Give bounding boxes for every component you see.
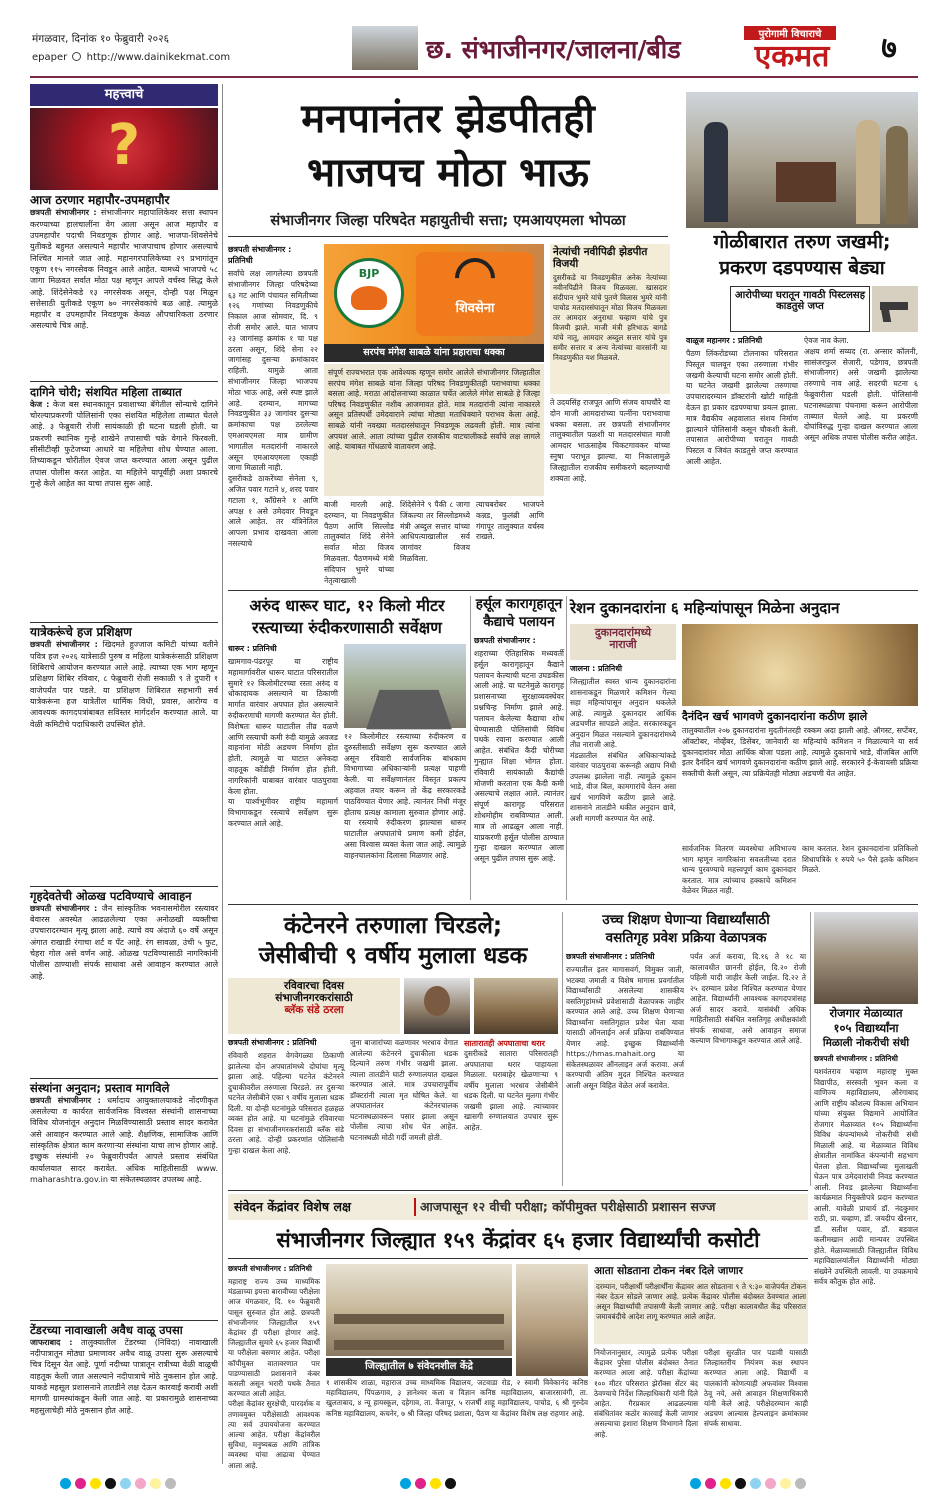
color-swatch	[445, 1478, 456, 1489]
exam-photo-caption-text: जिल्ह्यातील ७ संवेदनशील केंद्रे	[365, 1361, 473, 1372]
ration-caption-text: तालुक्यातील २०७ दुकानदारांना मुदतीनंतरही रक्कम अदा झाली आहे. ऑगस्ट, सप्टेंबर, ऑक्टोबर, नोव्हेंबर, डिसेंबर, जानेवारी या महिन्यांचे कमिशन न मिळाल्याने या सर्व दुकानदारांवर मोठा आर्थिक बोजा पडला आहे. त्यामुळे दुकानाचे भाडे, वीजबिल आणि इतर दैनंदिन खर्च भागवणे दुकानदारांना कठीण झाले आहे. सरकारने ई-केवायसी प्रक्रिया सक्तीची केली असून, त्या प्रक्रियेतही मोठ्या अडचणी येत आहेत.	[682, 726, 918, 779]
ration-col-2	[682, 844, 796, 900]
paper-logo: एकमत	[754, 39, 830, 74]
story-2-body	[30, 399, 218, 489]
issue-date: मंगळवार, दिनांक १० फेब्रुवारी २०२६	[32, 33, 170, 45]
story-6-body	[30, 1337, 218, 1416]
person-figure	[886, 126, 908, 224]
hostel-byline: छत्रपती संभाजीनगर : प्रतिनिधी	[566, 952, 655, 961]
leader-win-text-2: ते उदयसिंह राजपूत आणि संजय वाघचौरे या दोन माजी आमदारांच्या पत्नींना पराभवाचा धक्का बसला. तर छत्रपती संभाजीनगर तालुक्यातील पळशी या मतदारसंघात माजी आमदार भाऊसाहेब चिकटगावकर यांच्या स्नुषा पराभूत झाल्या. या निकालामुळे जिल्ह्यातील राजकीय समीकरणे बदलण्याची शक्यता आहे.	[550, 398, 670, 483]
lead-party-photo	[324, 244, 544, 344]
story-6-text: तालुक्यातील टेंडरच्या (निविदा) नावाखाली नदीपात्रातून मोठ्या प्रमाणावर अवैध वाळू उपसा सुरू असल्याचे चित्र दिसून येत आहे. पूर्णा नदीच्या पात्रातून रात्रीच्या वेळी वाळूची वाहतूक केली जात असल्याने नदीपात्राचे मोठे नुकसान होत आहे. याकडे महसूल प्रशासनाने तातडीने लक्ष देऊन कारवाई करावी अशी मागणी ग्रामस्थांकडून केली जात आहे. या प्रकारामुळे शासनाच्या महसुलाचेही मोठे नुकसान होत आहे.	[30, 1337, 218, 1415]
sidebar-story-2	[30, 386, 218, 618]
prisoner-byline: छत्रपती संभाजीनगर :	[474, 636, 536, 645]
color-swatch	[90, 1478, 101, 1489]
sidebar-story-3	[30, 626, 218, 884]
epaper-text: epaper	[32, 52, 68, 63]
row-divider-1	[228, 590, 918, 591]
road-headline-1: अरुंद धारूर घाट, १२ किलो मीटर	[249, 596, 445, 615]
ghat-road-photo	[344, 644, 466, 728]
color-swatch	[705, 1478, 716, 1489]
ration-caption: दैनंदिन खर्च भागवणे दुकानदारांना कठीण झाले	[682, 710, 868, 723]
shivsena-bow-icon	[416, 252, 534, 336]
job-fair-photo	[814, 912, 918, 1004]
sidebar-story-5	[30, 1082, 218, 1318]
hostel-headline-2: वसतिगृह प्रवेश प्रक्रिया वेळापत्रक	[605, 930, 767, 946]
color-swatch	[430, 1478, 441, 1489]
accident-col-1-text: रविवारी शहरात वेगवेगळ्या ठिकाणी झालेल्या दोन अपघातांमध्ये दोघांचा मृत्यू झाला आहे. पहिल्या घटनेत कंटेनरने दुचाकीवरील तरुणाला चिरडले. तर दुसऱ्या घटनेत जेसीबीने एका ९ वर्षीय मुलाला धडक दिली. या दोन्ही घटनांमुळे परिसरात हळहळ व्यक्त होत आहे. या घटनांमुळे रविवारचा दिवस हा संभाजीनगरकरांसाठी ब्लॅक संडे ठरला आहे. दोन्ही प्रकरणांत पोलिसांनी गुन्हा दाखल केला आहे.	[228, 1051, 344, 1155]
accident-headline-2: जेसीबीची ९ वर्षीय मुलाला धडक	[258, 943, 528, 969]
row-divider-2	[228, 904, 918, 905]
color-swatch	[150, 1478, 161, 1489]
sidebar-header	[30, 84, 218, 106]
shooting-col-2-text: ऐवज नाव केला. अक्षय शर्मा सय्यद (रा. अन्सार कॉलनी, सासंजरफुल सेजारी, पडेगाव, छत्रपती संभाजीनगर) असे जखमी झालेल्या तरुणाचे नाव आहे. सदरची घटना ६ फेब्रुवारीला घडली होती. पोलिसांनी घटनास्थळाचा पंचनामा करून आरोपीला ताब्यात घेतले आहे. या प्रकरणी दोघांविरुद्ध गुन्हा दाखल करण्यात आला असून अधिक तपास पोलीस करीत आहेत.	[804, 336, 918, 443]
road-col-1	[228, 644, 338, 900]
jobs-headline-3: मिळाली नोकरीची संधी	[822, 1037, 910, 1049]
police-table	[776, 162, 836, 202]
accident-subtitle: सातारातही अपघाताचा थरार	[464, 1039, 545, 1048]
ration-byline: जालना : प्रतिनिधी	[570, 664, 623, 673]
sidebar-column	[30, 84, 218, 1464]
lead-inset-text: संपूर्ण राज्यभरात एक आवेश्यक म्हणून समोर आलेले संभाजीनगर जिल्हातील सरपंच मंगेश साबळे यांना जिल्हा परिषद निवडणुकीतही पराभवाचा धक्का बसला आहे. मराठा आंदोलनाच्या काळात चर्चेत आलेले मंगेश साबळे हे जिल्हा परिषद निवडणुकीत नशीब आजमावत होते. मात्र मतदारांनी त्यांना नाकारले असून प्रतिस्पर्धी उमेदवाराने त्यांचा मोठ्या मताधिक्याने पराभव केला आहे. साबळे यांनी नवख्या मतदारसंघातून निवडणूक लढवली होती. मात्र त्यांना अपयश आले. आता त्यांच्या पुढील राजकीय वाटचालीकडे सर्वांचे लक्ष लागले आहे. याबाबत गोंधळाचे वातावरण आहे.	[328, 368, 540, 452]
lead-col-1	[228, 244, 318, 584]
sidebar-header-label: महत्त्वाचे	[104, 87, 144, 102]
lead-photo-caption-text: सरपंच मंगेश साबळे यांना प्रहाराचा धक्का	[363, 347, 505, 358]
hostel-col-1	[566, 952, 684, 1186]
accident-col-3	[464, 1038, 558, 1186]
lead-col-4	[476, 500, 544, 586]
ration-col-3-text: काम करतात. रेशन दुकानदारांना प्रतिकिलो शिधापत्रिके १ रुपये ५० पैसे इतके कमिशन मिळते.	[802, 844, 918, 874]
lotus-shape	[351, 286, 387, 310]
road-col-1-text: खामगाव-पंढरपूर या राष्ट्रीय महामार्गावरील धारूर घाटात परिसरातील सुमारे १२ किलोमीटरच्या रस्ता अरुंद व धोकादायक असल्याने या ठिकाणी मार्गात वारंवार अपघात होत असल्याने रुंदीकरणाची मागणी करण्यात येत होती. विशेषतः धारूर घाटातील तीव्र वळणे आणि रस्त्याची कमी रुंदी यामुळे अवजड वाहनांना मोठी अडचण निर्माण होत होती. त्यामुळे या घाटात अनेकदा वाहतूक कोंडीही निर्माण होत होती. नागरिकांनी याबाबत वारंवार पाठपुरावा केला होता. या पार्श्वभूमीवर राष्ट्रीय महामार्ग विभागाकडून रस्त्याचे सर्वेक्षण सुरू करण्यात आले आहे.	[228, 657, 338, 828]
story-4-body	[30, 903, 218, 982]
story-3-body	[30, 639, 218, 729]
story-1-text: संभाजीनगर महापालिकेवर सत्ता स्थापन करण्याच्या हालचालींना वेग आला असून आज महापौर व उपमहापौर पदाची निवडणूक होणार आहे. भाजपा-शिवसेनेचे युतीकडे बहुमत असल्याने महापौर भाजपाचाच होणार असल्याचे निश्चित मानले जात आहे. महानगरपालिकेच्या २९ प्रभागांतून एकूण ११५ नगरसेवक निवडून आले आहेत. यामध्ये भाजपचे ५८ जागा मिळवत सर्वात मोठा पक्ष म्हणून आपले वर्चस्व सिद्ध केले आहे. शिंदेसेनेकडे १३ नगरसेवक असून, दोन्ही पक्ष मिळून सत्तेसाठी युतीकडे एकूण ७० नगरसेवकांचे बळ आहे. त्यामुळे महापौर व उपमहापौर निवडणूक केवळ औपचारिकता ठरणार असल्याचे चित्र आहे.	[30, 208, 218, 331]
exam-band-left: संवेदन केंद्रांवर विशेष लक्ष	[234, 1199, 351, 1214]
globe-icon	[72, 52, 81, 61]
shivsena-label: शिवसेना	[455, 301, 495, 316]
hostel-headline-1: उच्च शिक्षण घेणाऱ्या विद्यार्थ्यांसाठी	[602, 912, 770, 928]
story-4-title: गृहदेवतेची ओळख पटविण्याचे आवाहन	[30, 889, 192, 903]
jobs-headline-1: रोजगार मेळाव्यात	[829, 1006, 903, 1020]
story-6-byline: जाफराबाद :	[30, 1337, 73, 1347]
ration-sidetitle-2: नाराजी	[609, 638, 637, 652]
masthead-tagline: पुरोगामी विचाराचे	[744, 26, 836, 40]
color-swatch	[415, 1478, 426, 1489]
accident-scene-photo	[474, 978, 558, 1034]
story-2-text: केज बस स्थानकातून प्रवाशाच्या बॅगेतील सोन्याचे दागिने चोरल्याप्रकरणी पोलिसांनी एका संशयित महिलेला ताब्यात घेतले आहे. ३ फेब्रुवारी रोजी सायंकाळी ही घटना घडली होती. या प्रकरणी स्थानिक गुन्हे शाखेने तपासाची चक्रे वेगाने फिरवली. सीसीटीव्ही फुटेजच्या आधारे या महिलेचा शोध घेण्यात आला. तिच्याकडून चोरीतील ऐवज जप्त करण्यात आला असून पुढील तपास पोलीस करत आहेत. या महिलेने यापूर्वीही अशा प्रकारचे गुन्हे केले आहेत का याचा तपास सुरू आहे.	[30, 399, 218, 488]
shooting-col-2	[804, 336, 918, 586]
shooting-subhead-2: काडतुसे जप्त	[776, 301, 824, 313]
epaper-label	[32, 52, 262, 63]
masthead	[0, 0, 945, 80]
exam-student-photo	[516, 1264, 588, 1376]
exam-col-1-text: महाराष्ट्र राज्य उच्च माध्यमिक मंडळाच्या इयत्ता बारावीच्या परीक्षेला आज मंगळवार, दि. १० फेब्रुवारी पासून सुरुवात होत आहे. छत्रपती संभाजीनगर जिल्ह्यातील १५९ केंद्रांवर ही परीक्षा होणार आहे. जिल्ह्यातील सुमारे ६५ हजार विद्यार्थी या परीक्षेला बसणार आहेत. परीक्षा कॉपीमुक्त वातावरणात पार पाडण्यासाठी प्रशासनाने कंबर कसली असून भरारी पथके तैनात करण्यात आली आहेत. परीक्षा केंद्रांवर सुरक्षेची, पारदर्शक व तणावमुक्त परीक्षेसाठी आवश्यक त्या सर्व उपाययोजना करण्यात आल्या आहेत. परीक्षा केंद्रांवरील सुविधा, मनुष्यबळ आणि तांत्रिक व्यवस्था यांचा आढावा घेण्यात आला आहे.	[228, 1277, 320, 1470]
color-swatch	[795, 1478, 806, 1489]
exam-centers-text: १ शासकीय शाळा, महाराज उच्च माध्यमिक विद्यालय, जटवाडा रोड, २ स्वामी विवेकानंद कनिष्ठ महाविद्यालय, पिंपळगाव, ३ ज्ञानेश्वर कला व विज्ञान कनिष्ठ महाविद्यालय, बाजारसावंगी, ता. खुलताबाद, ४ न्यू हायस्कूल, दहेगाव, ता. वैजापूर, ५ राजर्षी शाहू महाविद्यालय, पाचोड, ६ श्री गुरुदेव कनिष्ठ महाविद्यालय, कचनेर, ७ श्री जिल्हा परिषद प्रशाला, पैठण या केंद्रांवर विशेष लक्ष राहणार आहे.	[326, 1378, 588, 1418]
accident-col-3-text: दुसरीकडे सातारा परिसरातही अपघाताचा थरार पाहायला मिळाला. घराबाहेर खेळणाऱ्या ९ वर्षीय मुलाला भरधाव जेसीबीने धडक दिली. या घटनेत मुलगा गंभीर जखमी झाला आहे. त्याच्यावर खासगी रुग्णालयात उपचार सुरू आहेत.	[464, 1049, 558, 1132]
story-3-title: यात्रेकरूंचे हज प्रशिक्षण	[30, 625, 132, 639]
color-swatch	[720, 1478, 731, 1489]
sidebar-divider	[30, 1078, 218, 1079]
hostel-col-1-text: राज्यातील इतर मागासवर्ग, विमुक्त जाती, भटक्या जमाती व विशेष मागास प्रवर्गातील विद्यार्थ्यांसाठी असलेल्या शासकीय वसतिगृहांमध्ये प्रवेशासाठी वेळापत्रक जाहीर करण्यात आले आहे. उच्च शिक्षण घेणाऱ्या विद्यार्थ्यांना वसतिगृहात प्रवेश घेता यावा यासाठी ऑनलाईन अर्ज प्रक्रिया राबविण्यात येणार आहे. इच्छुक विद्यार्थ्यांनी https://hmas.mahait.org या संकेतस्थळावर ऑनलाइन अर्ज करावा. अर्ज करण्याची अंतिम मुदत निश्चित करण्यात आली असून विहित वेळेत अर्ज करावेत.	[566, 965, 684, 1090]
registration-marks-center	[400, 1474, 560, 1488]
lead-byline: छत्रपती संभाजीनगर : प्रतिनिधी	[228, 245, 292, 265]
lead-col-2-text: बाजी मारली आहे. दरम्यान, या निवडणुकीत पैठण आणि सिल्लोड तालुक्यांत शिंदे सेनेने सर्वात मोठा विजय मिळवला. पैठणमध्ये मंत्री संदिपान भुमरे यांच्या नेतृत्वाखाली	[324, 500, 394, 585]
exam-centers-list	[326, 1378, 588, 1464]
road-shape	[366, 690, 452, 729]
color-swatch	[780, 1478, 791, 1489]
exam-band	[228, 1194, 808, 1220]
sidebar-story-4	[30, 890, 218, 1076]
lead-subhead: संभाजीनगर जिल्हा परिषदेत महायुतीची सत्ता; एमआयएमला भोपळा	[270, 213, 626, 229]
lead-photo-caption	[324, 344, 544, 362]
color-swatch	[120, 1478, 131, 1489]
shooting-col-1	[686, 336, 798, 586]
exam-col-3	[594, 1348, 698, 1464]
ration-sidetitle-1: दुकानदारांमध्ये	[594, 626, 652, 639]
hostel-col-2-text: पर्यंत अर्ज करावा, दि.१६ ते १८ या कालावधीत छाननी होईल, दि.२० रोजी पहिली यादी जाहीर केली जाईल. दि.२२ ते २५ दरम्यान प्रवेश निश्चित करण्यात येणार आहेत. विद्यार्थ्यांनी आवश्यक कागदपत्रांसह अर्ज सादर करावे. यासंबंधी अधिक माहितीसाठी संबंधित वसतिगृह अधीक्षकांशी संपर्क साधावा, असे आवाहन समाज कल्याण विभागाकडून करण्यात आले आहे.	[690, 952, 806, 1045]
accident-box-line-2: संभाजीनगरकरांसाठी	[275, 991, 353, 1004]
row-divider-3	[228, 1190, 808, 1191]
exam-band-separator	[414, 1198, 416, 1216]
lead-col-3	[400, 500, 470, 586]
col-divider	[470, 596, 471, 900]
police-arrest-photo	[686, 92, 918, 228]
color-swatch	[135, 1478, 146, 1489]
shooting-subhead-box	[730, 286, 870, 332]
ration-col-3	[802, 844, 918, 900]
prisoner-headline-2: कैद्याचे पलायन	[483, 614, 555, 630]
prisoner-text: शहराच्या ऐतिहासिक मध्यवर्ती हर्सूल कारागृहातून कैद्याने पलायन केल्याची घटना उघडकीस आली आहे. या घटनेमुळे कारागृह प्रशासनाच्या सुरक्षाव्यवस्थेवर प्रश्नचिन्ह निर्माण झाले आहे. पलायन केलेल्या कैद्याचा शोध घेण्यासाठी पोलिसांची विविध पथके रवाना करण्यात आली आहेत. संबंधित कैदी चोरीच्या गुन्ह्यात शिक्षा भोगत होता. रविवारी सायंकाळी कैद्यांची मोजणी करताना एक कैदी कमी असल्याचे लक्षात आले. त्यानंतर संपूर्ण कारागृह परिसरात शोधमोहीम राबविण्यात आली. मात्र तो आढळून आला नाही. याप्रकरणी हर्सूल पोलीस ठाण्यात गुन्हा दाखल करण्यात आला असून पुढील तपास सुरू आहे.	[474, 649, 564, 864]
person-figure	[856, 120, 880, 224]
exam-band-right: आजपासून १२ वीची परीक्षा; कॉपीमुक्त परीक्षेसाठी प्रशासन सज्ज	[420, 1199, 716, 1214]
website-link[interactable]: http://www.dainikekmat.com	[86, 52, 231, 63]
sidebar-divider	[30, 886, 218, 887]
story-6-title: टेंडरच्या नावाखाली अवैध वाळू उपसा	[30, 1323, 183, 1337]
lead-subhead-rule	[228, 236, 668, 237]
color-swatch	[60, 1478, 71, 1489]
road-col-2-text: १२ किलोमीटर रस्त्याच्या रुंदीकरण व दुरुस्तीसाठी सर्वेक्षण सुरू करण्यात आले असून रविवारी सार्वजनिक बांधकाम विभागाच्या अधिकाऱ्यांनी प्रत्यक्ष पाहणी केली. या सर्वेक्षणानंतर विस्तृत प्रकल्प अहवाल तयार करून तो केंद्र सरकारकडे पाठविण्यात येणार आहे. त्यानंतर निधी मंजूर होताच प्रत्यक्ष कामाला सुरुवात होणार आहे. या रस्त्याचे रुंदीकरण झाल्यास धारूर घाटातील अपघातांचे प्रमाण कमी होईल, असा विश्वास व्यक्त केला जात आहे. त्यामुळे वाहनचालकांना दिलासा मिळणार आहे.	[344, 732, 466, 860]
portrait-face	[424, 986, 450, 1016]
ration-headline: रेशन दुकानदारांना ६ महिन्यांपासून मिळेना अनुदान	[570, 599, 840, 617]
exam-col-1	[228, 1264, 320, 1470]
leader-win-text: दुसरीकडे या निवडणुकीत अनेक नेत्यांच्या नवीनपिढीने विजय मिळवला. खासदार संदीपान भुमरे यांचे पुतणे विलास भुमरे यांनी पाचोड मतदारसंघातून मोठा विजय मिळवला तर आमदार अनुराधा चव्हाण यांचे पुत्र विजयी झाले. माजी मंत्री हरिभाऊ बागडे यांचे नातू, आमदार अब्दुल सत्तार यांचे पुत्र समीर सत्तार व अन्य नेत्यांच्या वारसांनी या निवडणुकीत यश मिळवले.	[553, 272, 667, 362]
lead-col-1-text: सर्वांचे लक्ष लागलेल्या छत्रपती संभाजीनगर जिल्हा परिषदेच्या ६३ गट आणि पंचायत समितीच्या १२६ गणांच्या निवडणुकीचे निकाल आज सोमवार, दि. ९ रोजी समोर आले. यात भाजप २३ जागांसह क्रमांक १ चा पक्ष ठरला असून, शिंदे सेना २२ जागांसह दुसऱ्या क्रमांकावर राहिली. यामुळे आता संभाजीनगर जिल्हा भाजपच मोठा भाऊ आहे, असे स्पष्ट झाले आहे. दरम्यान, मागच्या निवडणुकीत ३३ जागांवर दुसऱ्या क्रमांकाचा पक्ष ठरलेल्या एमआयएमला मात्र ग्रामीण भागातील मतदारांनी नाकारले असून एमआयएमला एकाही जागा मिळाली नाही. दुसरीकडे ठाकरेंच्या सेनेला ९, अजित पवार गटाने ४, शरद पवार गटाला १, काँग्रेसने १ आणि अपक्ष १ असे उमेदवार निवडून आले आहेत. तर यंत्रिनेतिल आपला प्रभाव दाखवता आला नसल्याचे	[228, 269, 318, 548]
shooting-headline-2: प्रकरण दडपण्यास बेड्या	[719, 257, 885, 279]
victim-portrait	[404, 978, 470, 1034]
accident-box-line-3: ब्लॅक संडे ठरला	[284, 1003, 344, 1016]
shooting-subhead-1: आरोपीच्या घरातून गावठी पिस्टलसह	[734, 290, 866, 301]
leader-win-box	[550, 244, 670, 394]
jobs-headline-2: १०५ विद्यार्थ्यांना	[833, 1021, 899, 1035]
exam-col-4	[704, 1348, 808, 1464]
sidebar-divider	[30, 1320, 218, 1321]
ration-caption-text-box	[682, 726, 918, 842]
token-title: आता सोडताना टोकन नंबर दिले जाणार	[594, 1265, 743, 1277]
story-2-title: दागिने चोरी; संशयित महिला ताब्यात	[30, 385, 182, 399]
token-box-text: दरम्यान, परीक्षार्थी परीक्षार्थींना केंद्रावर आत सोडताना ९ ते ९:३० वाजेपर्यंत टोकन नंबर देऊन सोडले जाणार आहे. प्रत्येक केंद्रावर पोलीस बंदोबस्त ठेवण्यात आला असून विद्यार्थ्यांची तपासणी केली जाणार आहे. परीक्षा कालावधीत केंद्र परिसरात जमावबंदीचे आदेश लागू करण्यात आले आहेत.	[596, 1282, 806, 1321]
pistol-grip	[881, 308, 891, 322]
accident-col-2-text: जुना बाजारांच्या वळणावर भरधाव वेगात आलेल्या कंटेनरने दुचाकीला धडक दिल्याने तरुण गंभीर जखमी झाला. त्याला तातडीने घाटी रुग्णालयात दाखल करण्यात आले. मात्र उपचारापूर्वीच डॉक्टरांनी त्याला मृत घोषित केले. या अपघातानंतर कंटेनरचालक घटनास्थळावरून पसार झाला असून पोलीस त्याचा शोध घेत आहेत. घटनास्थळी मोठी गर्दी जमली होती.	[350, 1038, 458, 1142]
accident-headline-1: कंटेनरने तरुणाला चिरडले;	[283, 913, 503, 939]
story-4-byline: छत्रपती संभाजीनगर :	[30, 903, 98, 913]
color-swatch	[75, 1478, 86, 1489]
exam-hall-photo	[326, 1264, 512, 1356]
ration-side-box	[570, 624, 676, 660]
lead-headline-line-2: भाजपच मोठा भाऊ	[307, 150, 589, 196]
shooting-headline-1: गोळीबारात तरुण जखमी;	[713, 231, 891, 253]
sidebar-story-6	[30, 1324, 218, 1464]
registration-marks-left	[60, 1474, 290, 1488]
exam-col-3-text: नियोजनानुसार, त्यामुळे प्रत्येक परीक्षा केंद्रावर पुरेसा पोलीस बंदोबस्त तैनात करण्यात आला आहे. परीक्षा केंद्रांच्या १०० मीटर परिसरात झेरॉक्स सेंटर बंद ठेवण्याचे निर्देश जिल्हाधिकारी यांनी दिले आहेत. गैरप्रकार आढळल्यास संबंधितांवर कठोर कारवाई केली जाणार असल्याचा इशारा शिक्षण विभागाने दिला आहे.	[594, 1348, 698, 1439]
exam-byline: छत्रपती संभाजीनगर : प्रतिनिधी	[228, 1264, 312, 1273]
sidebar-vertical-rule	[222, 84, 223, 1464]
lead-col-4-text: त्याचबरोबर भाजपने कन्नड, फुलंब्री आणि गंगापूर तालुक्यात वर्चस्व राखले.	[476, 500, 544, 542]
grain-photo	[682, 624, 918, 706]
hostel-col-2	[690, 952, 806, 1186]
prisoner-headline-1: हर्सूल कारागृहातून	[475, 596, 563, 612]
road-byline: धारूर : प्रतिनिधी	[228, 644, 277, 653]
page-number: ७	[881, 31, 897, 66]
exam-col-4-text: परीक्षा सुरळीत पार पडावी यासाठी जिल्हास्तरीय नियंत्रण कक्ष स्थापन करण्यात आला आहे. विद्यार्थी व पालकांनी कोणत्याही अफवांवर विश्वास ठेवू नये, असे आवाहन शिक्षणाधिकारी यांनी केले आहे. परीक्षेदरम्यान काही अडचण आल्यास हेल्पलाइन क्रमांकावर संपर्क साधावा.	[704, 1348, 808, 1429]
exam-headline: संभाजीनगर जिल्ह्यात १५९ केंद्रांवर ६५ हजार विद्यार्थ्यांची कसोटी	[276, 1228, 760, 1252]
road-headline-2: रस्त्याच्या रुंदीकरणासाठी सर्वेक्षण	[252, 618, 442, 637]
story-5-title: संस्थांना अनुदान; प्रस्ताव मागविले	[30, 1081, 170, 1095]
story-4-text: जैन सांस्कृतिक भवनासमोरील रस्त्यावर बेवारस अवस्थेत आढळलेल्या एका अनोळखी व्यक्तीचा उपचारादरम्यान मृत्यू झाला आहे. त्याचे वय अंदाजे ६० वर्षे असून अंगात राखाडी रंगाचा शर्ट व पँट आहे. रंग सावळा, उंची ५ फुट, चेहरा गोल असे वर्णन आहे. ओळख पटविण्यासाठी नागरिकांनी पोलीस ठाण्याशी संपर्क साधावा असे आवाहन करण्यात आले आहे.	[30, 903, 219, 981]
sidebar-divider	[30, 622, 218, 623]
lead-col-2	[324, 500, 394, 586]
token-box	[594, 1280, 808, 1344]
sidebar-divider	[30, 381, 218, 382]
masthead-landmark-image	[352, 26, 418, 70]
accident-col-1	[228, 1038, 344, 1186]
desk-row	[334, 1314, 504, 1324]
registration-marks-right	[690, 1474, 920, 1488]
color-swatch	[165, 1478, 176, 1489]
accident-col-2	[350, 1038, 458, 1186]
story-1-byline: छत्रपती संभाजीनगर :	[30, 208, 97, 218]
col-divider	[810, 912, 811, 1186]
color-swatch	[105, 1478, 116, 1489]
exam-headline-rule	[228, 1258, 808, 1259]
prisoner-story	[474, 636, 564, 900]
lead-inset-box	[324, 364, 544, 496]
story-1-title: आज ठरणार महापौर-उपमहापौर	[30, 193, 170, 207]
ration-col-2-text: सार्वजनिक वितरण व्यवस्थेचा अविभाज्य भाग म्हणून नागरिकांना सवलतीच्या दरात धान्य पुरवण्याचे महत्त्वपूर्ण काम दुकानदार करतात. मात्र त्यांच्याच हक्काचे कमिशन वेळेवर मिळत नाही.	[682, 844, 796, 895]
leader-win-title: नेत्यांची नवीपिढी झेडपीत विजयी	[553, 246, 648, 270]
leader-win-more	[550, 398, 670, 586]
color-swatch	[735, 1478, 746, 1489]
jobs-story	[814, 1054, 918, 1464]
accident-black-sunday-box	[228, 978, 400, 1034]
color-swatch	[765, 1478, 776, 1489]
accident-box-line-1: रविवारचा दिवस	[284, 980, 344, 992]
ration-col-1	[570, 664, 676, 842]
shooting-col-1-text: पैठण लिंकरोडच्या टोलनाका परिसरात पिस्तूल चालवून एका तरुणाला गंभीर जखमी केल्याची घटना समोर आली होती. या घटनेत जखमी झालेल्या तरुणाचा उपचारादरम्यान डॉक्टरांनी खोटी माहिती देऊन हा प्रकार दडपण्याचा प्रयत्न झाला. मात्र वैद्यकीय अहवालात संशय निर्माण झाल्याने पोलिसांनी कसून चौकशी केली. तपासात आरोपीच्या घरातून गावठी पिस्टल व जिवंत काडतुसे जप्त करण्यात आली आहेत.	[686, 349, 798, 466]
color-swatch	[750, 1478, 761, 1489]
masthead-rule	[30, 76, 918, 78]
question-mark-graphic	[30, 108, 218, 190]
question-mark-icon: ?	[107, 113, 141, 178]
story-3-byline: छत्रपती संभाजीनगर :	[30, 640, 98, 650]
col-divider	[566, 596, 567, 900]
lead-col-3-text: शिंदेसेनेने ९ पैकी ८ जागा जिंकल्या तर सिल्लोडमध्ये मंत्री अब्दुल सत्तार यांच्या आधिपत्याखालील सर्व जागांवर विजय मिळविला.	[400, 500, 470, 563]
exam-photo-caption	[326, 1358, 512, 1376]
color-swatch	[690, 1478, 701, 1489]
bjp-label: BJP	[358, 267, 380, 280]
pistol-photo	[872, 286, 918, 332]
jobs-text: यशवंतराव चव्हाण महाराष्ट्र मुक्त विद्यापीठ, सरस्वती भुवन कला व वाणिज्य महाविद्यालय, औरंगाबाद आणि राष्ट्रीय कौशल्य विकास अभियान यांच्या संयुक्त विद्यमाने आयोजित रोजगार मेळाव्यात १०५ विद्यार्थ्यांना विविध कंपन्यांमध्ये नोकरीची संधी मिळाली आहे. या मेळाव्यात विविध क्षेत्रातील नामांकित कंपन्यांनी सहभाग घेतला होता. विद्यार्थ्यांच्या मुलाखती घेऊन पात्र उमेदवारांची निवड करण्यात आली. निवड झालेल्या विद्यार्थ्यांना कार्यक्रमात नियुक्तीपत्रे प्रदान करण्यात आली. यावेळी प्राचार्य डॉ. नंदकुमार राठी, प्रा. चव्हाण, डॉ. जयदीप खैरनार, डॉ. सतीश पवार, डॉ. बडवाल कलीमखान आदी मान्यवर उपस्थित होते. मेळाव्यासाठी जिल्ह्यातील विविध महाविद्यालयांतील विद्यार्थ्यांनी मोठ्या संख्येने उपस्थिती लावली. या उपक्रमाचे सर्वत्र कौतुक होत आहे.	[814, 1067, 918, 1286]
edition-title: छ. संभाजीनगर/जालना/बीड	[426, 35, 681, 64]
story-5-byline: छत्रपती संभाजीनगर :	[30, 1095, 101, 1105]
shooting-byline: वाळूज महानगर : प्रतिनिधी	[686, 336, 763, 345]
desk-row	[334, 1340, 504, 1350]
ration-col-1-text: जिल्ह्यातील स्वस्त धान्य दुकानदारांना शासनाकडून मिळणारे कमिशन गेल्या सहा महिन्यांपासून अनुदान थकलेले आहे. त्यामुळे दुकानदार आर्थिक अडचणीत सापडले आहेत. सरकारकडून अनुदान मिळत नसल्याने दुकानदारांमध्ये तीव्र नाराजी आहे. मंडळातील संबंधित अधिकाऱ्यांकडे वारंवार पाठपुरावा करूनही अद्याप निधी उपलब्ध झालेला नाही. त्यामुळे दुकान भाडे, वीज बिल, कामगारांचे वेतन असा खर्च भागविणे कठीण झाले आहे. शासनाने तातडीने थकीत अनुदान द्यावे, अशी मागणी करण्यात येत आहे.	[570, 677, 676, 823]
story-1-body	[30, 207, 218, 331]
story-5-text: धर्मादाय आयुक्तालयाकडे नोंदणीकृत असलेल्या व कार्यरत सार्वजनिक विश्वस्त संस्थांनी शासनाच्या विविध योजनांतून अनुदान मिळविण्यासाठी प्रस्ताव सादर करावेत असे आवाहन करण्यात आले आहे. शैक्षणिक, सामाजिक आणि सांस्कृतिक क्षेत्रात काम करणाऱ्या संस्थांना याचा लाभ होणार आहे. इच्छुक संस्थांनी २० फेब्रुवारीपर्यंत आपले प्रस्ताव संबंधित कार्यालयात सादर करावेत. अधिक माहितीसाठी www. maharashtra.gov.in या संकेतस्थळावर उपलब्ध आहे.	[30, 1095, 219, 1184]
story-2-byline: केज :	[30, 399, 50, 409]
col-divider	[562, 912, 563, 1186]
road-col-2	[344, 732, 466, 900]
sidebar-story-1	[30, 194, 218, 379]
bjp-lotus-icon	[334, 258, 404, 328]
accident-byline: छत्रपती संभाजीनगर : प्रतिनिधी	[228, 1038, 317, 1047]
jobs-byline: छत्रपती संभाजीनगर : प्रतिनिधी	[814, 1054, 898, 1063]
color-swatch	[400, 1478, 411, 1489]
story-5-body	[30, 1095, 218, 1185]
story-3-text: खिदमते हुज्जाज कमिटी यांच्या वतीने पवित्र हज २०२६ यात्रेसाठी पुरुष व महिला यात्रेकरूंसाठी प्रशिक्षण शिबिराचे आयोजन करण्यात आले आहे. त्याच्या एक भाग म्हणून प्रशिक्षण शिबिर रविवार, ८ फेब्रुवारी रोजी सकाळी ९ ते दुपारी १ वाजेपर्यंत पार पडले. या प्रशिक्षण शिबिरात सहभागी सर्व यात्रेकरूंना हज यात्रेतील धार्मिक विधी, प्रवास, आरोग्य व आवश्यक कागदपत्रांबाबत सविस्तर मार्गदर्शन करण्यात आले. या वेळी कमिटीचे पदाधिकारी उपस्थित होते.	[30, 640, 219, 729]
person-figure	[704, 122, 728, 222]
lead-headline-line-1: मनपानंतर झेडपीतही	[301, 96, 595, 142]
